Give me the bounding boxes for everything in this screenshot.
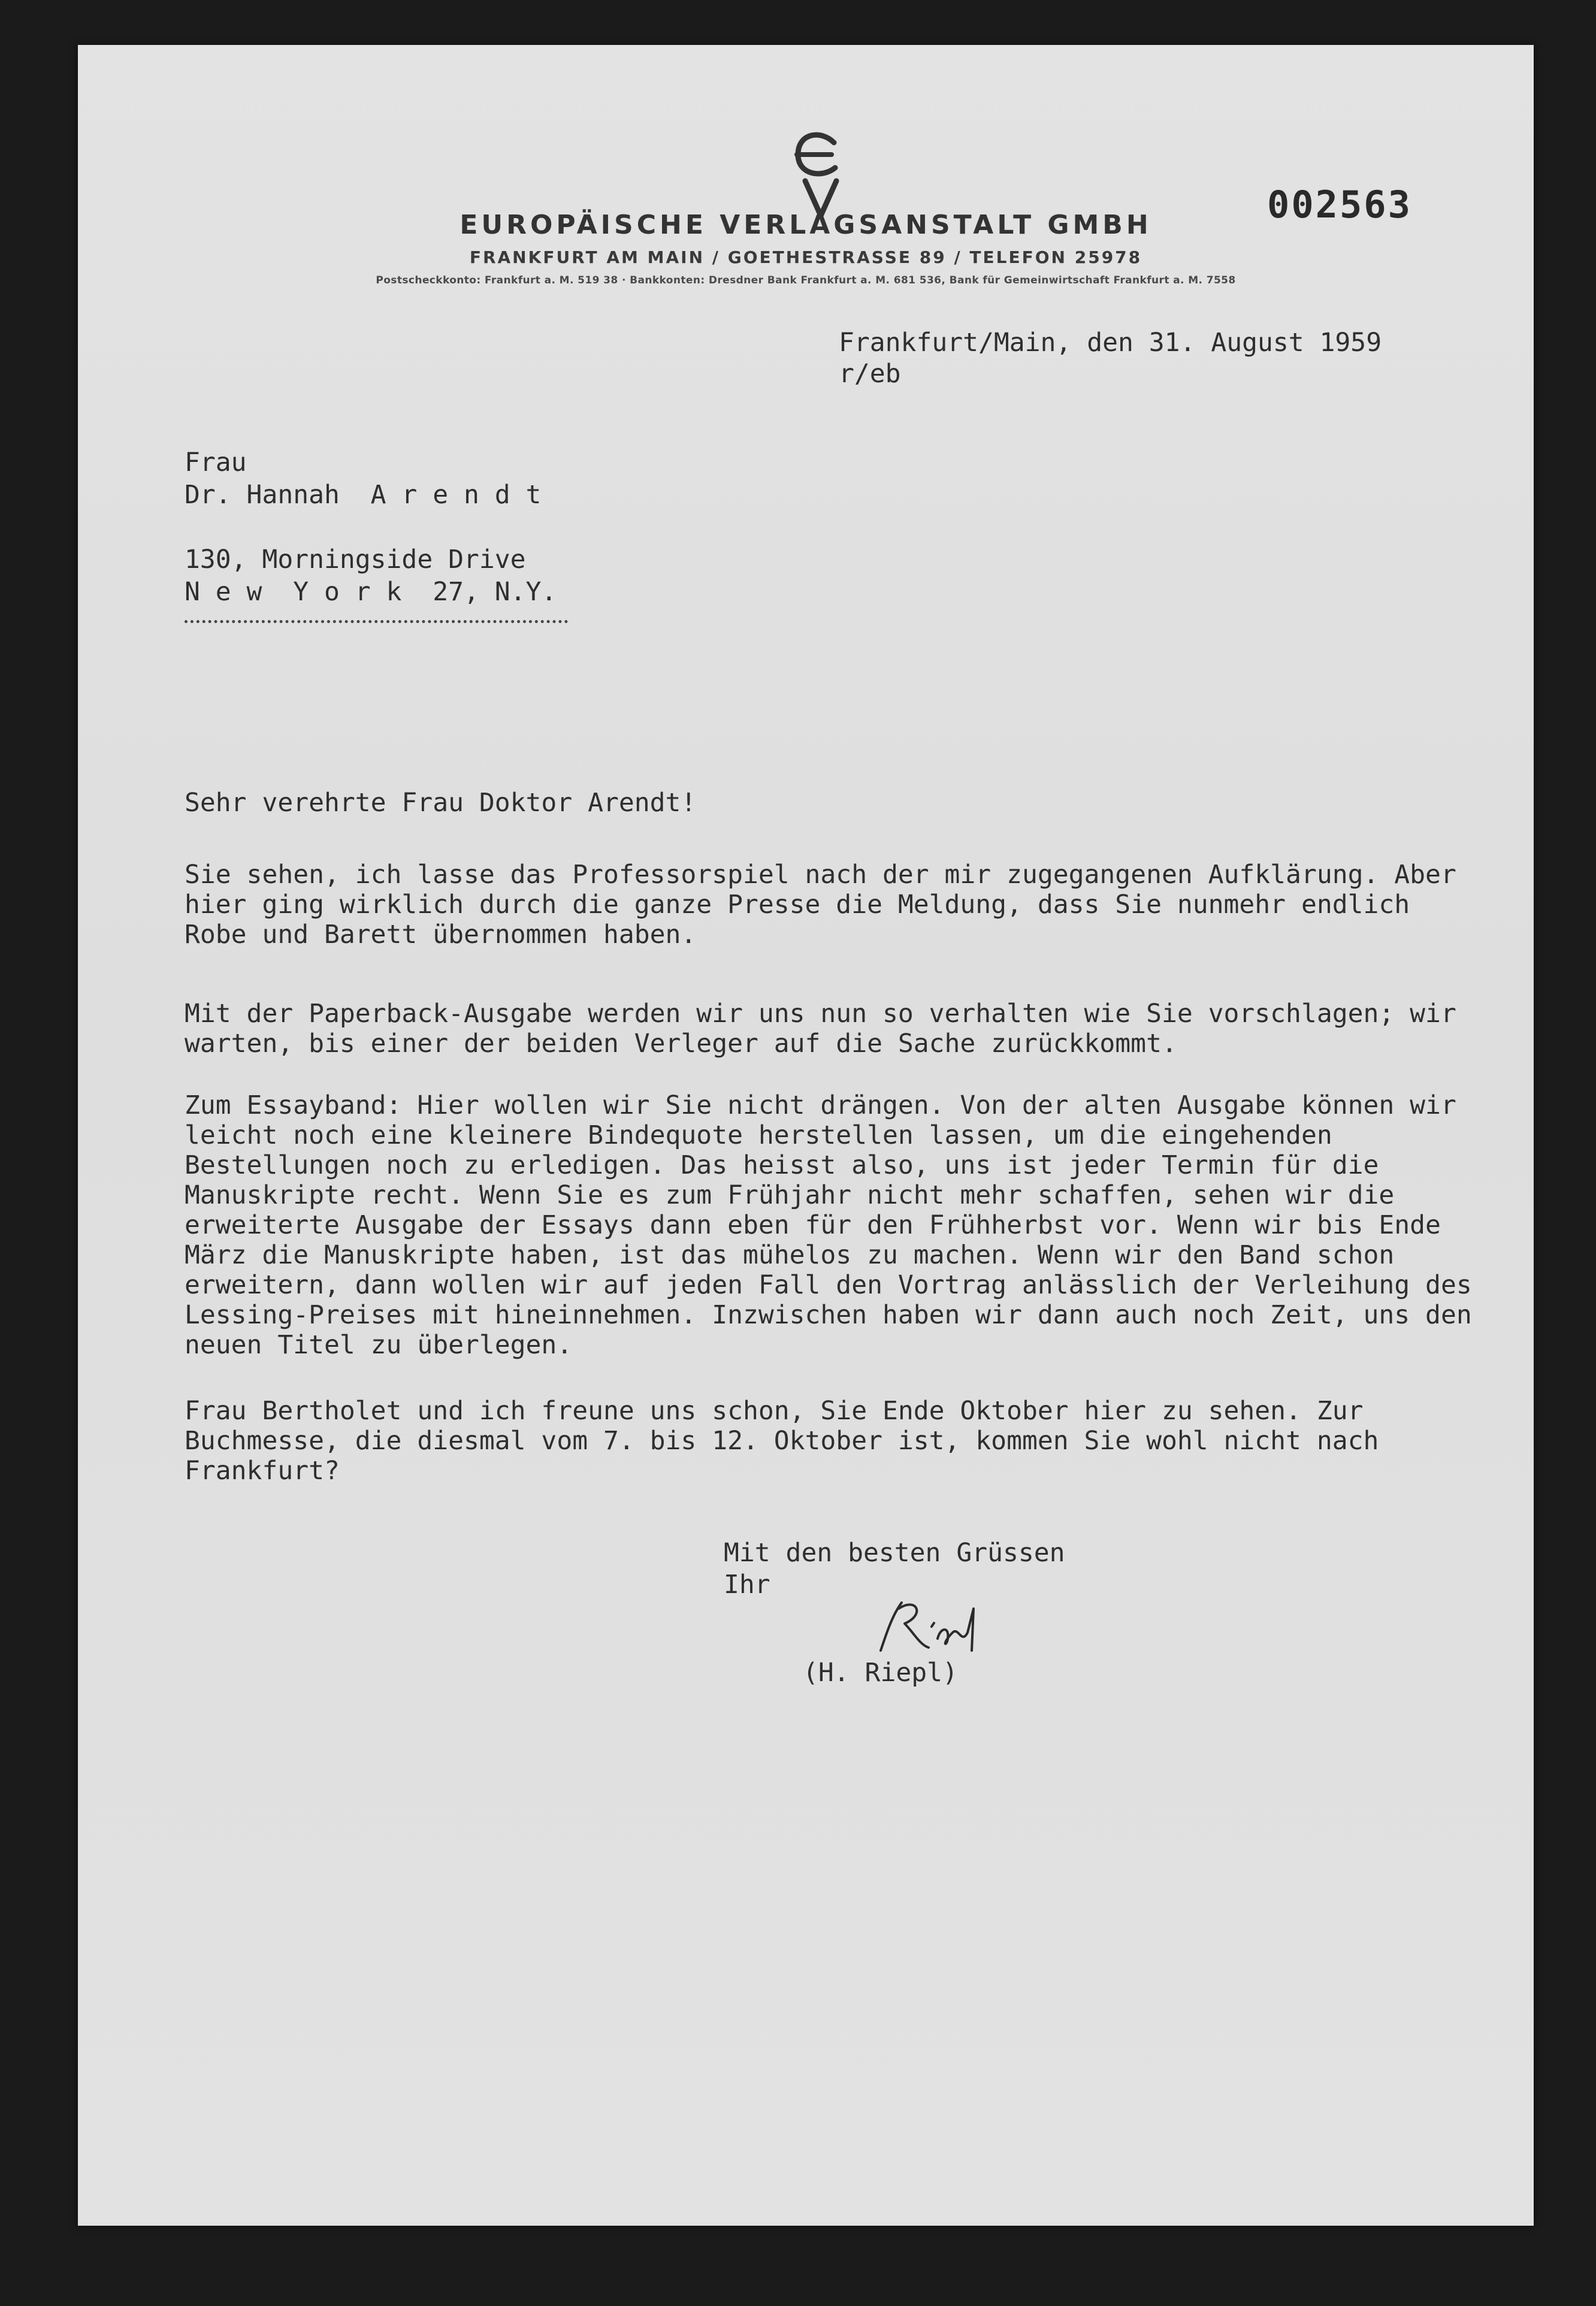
place-date: Frankfurt/Main, den 31. August 1959 [839,328,1382,358]
handwritten-signature [869,1591,1000,1663]
recipient-title: Frau [185,448,247,477]
letter-page [78,45,1534,2226]
paragraph-1: Sie sehen, ich lasse das Professorspiel nach der mir zugegangenen Aufklärung. Aber hier ging wirklich durch die ganze Presse die Meldung, dass Sie nunmehr endlich Robe und Barett übernommen haben. [185,860,1456,950]
address-underline [185,620,568,623]
ev-monogram-logo [785,126,857,222]
paragraph-3: Zum Essayband: Hier wollen wir Sie nicht drängen. Von der alten Ausgabe können wir leicht noch eine kleinere Bindequote herstellen lassen, um die eingehenden Bestellungen noch zu erledigen. Das heisst also, uns ist jeder Termin für die Manuskripte recht. Wenn Sie es zum Frühjahr nicht mehr schaffen, sehen wir die erweiterte Ausgabe der Essays dann eben für den Frühherbst vor. Wenn wir bis Ende März die Manuskripte haben, ist das mühelos zu machen. Wenn wir den Band schon erweitern, dann wollen wir auf jeden Fall den Vortrag anlässlich der Verleihung des Lessing-Preises mit hineinnehmen. Inzwischen haben wir dann auch noch Zeit, uns den neuen Titel zu überlegen. [185,1090,1472,1360]
closing-pronoun: Ihr [724,1570,770,1600]
company-address: FRANKFURT AM MAIN / GOETHESTRASSE 89 / TELEFON 25978 [469,247,1142,267]
recipient-name: Dr. Hannah A r e n d t [185,480,542,510]
salutation: Sehr verehrte Frau Doktor Arendt! [185,788,697,818]
paragraph-4: Frau Bertholet und ich freune uns schon, Sie Ende Oktober hier zu sehen. Zur Buchmesse, die diesmal vom 7. bis 12. Oktober ist, kommen Sie wohl nicht nach Frankfurt? [185,1396,1379,1486]
recipient-street: 130, Morningside Drive [185,545,526,575]
reference-code: r/eb [839,359,901,389]
closing-greeting: Mit den besten Grüssen [724,1538,1065,1568]
signer-name: (H. Riepl) [803,1658,958,1688]
document-number: 002563 [1267,183,1412,226]
company-bank-details: Postscheckkonto: Frankfurt a. M. 519 38 · Bankkonten: Dresdner Bank Frankfurt a. M. 681 536, Bank für Gemeinwirtschaft Frankfurt a. M. 7558 [376,274,1236,286]
paragraph-2: Mit der Paperback-Ausgabe werden wir uns nun so verhalten wie Sie vorschlagen; wir warten, bis einer der beiden Verleger auf die Sache zurückkommt. [185,999,1456,1059]
company-name: EUROPÄISCHE VERLAGSANSTALT GMBH [460,210,1152,240]
recipient-city: N e w Y o r k 27, N.Y. [185,577,557,607]
